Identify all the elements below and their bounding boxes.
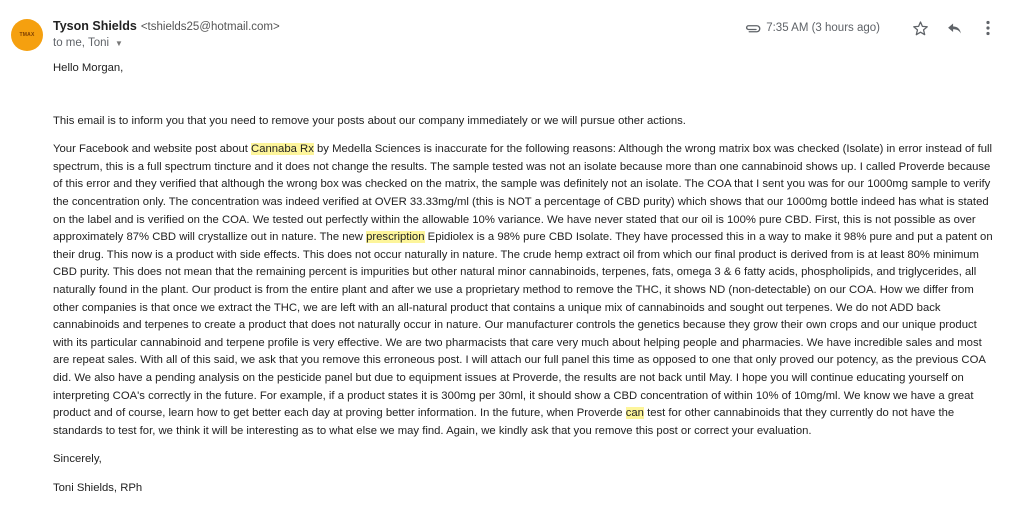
sender-info [53, 19, 280, 33]
signature-text: Toni Shields, RPh [53, 481, 143, 494]
highlighted-term: can [625, 407, 644, 420]
recipients-text: to me, Toni [53, 37, 110, 49]
paragraph-text: Epidiolex is a 98% pure CBD Isolate. They have processed this in a way to make it 98% pure and put a patent on their drug. This now is a product with side effects. This does not occur naturally in nature. The crude hemp extract oil from which our final product is derived from is at least 80% minimum CBD purity. This does not mean that the remaining percent is impurities but other natural minor cannabinoids, terpenes, fats, omega 3 & 6 fatty acids, phospholipids, and triglycerides, all naturally found in the plant. Our product is from the entire plant and after we use a proprietary method to remove the THC, it shows ND (non-detectable) on our COA. How we differ from other companies is that once we extract the THC, we are left with an all-natural product that contains a unique mix of cannabinoids and sought out terpenes. We do not ADD back cannabinoids and terpenes to create a product that does not naturally occur in nature. Our manufacturer controls the genetics because they grow their own crops and our unique product with its particular cannabinoid and terpene profile is very effective. We are two pharmacists that care very much about helping people and pharmacies. We have incredible sales and most are repeat sales. With all of this said, we ask that you remove this erroneous post. I will attach our full panel this time as opposed to one that only proved our potency, as the previous COA did. We also have a pending analysis on the pesticide panel but due to equipment issues at Proverde, the results are not back until May. I hope you will continue educating yourself on interpreting COA's correctly in the future. For example, if a product states it is 300mg per 30ml, it should show a CBD concentration of within 10% of 10mg/ml. We know we have a great product and of course, learn how to get better each day at proving better information. In the future, when Proverde [53, 231, 993, 420]
paragraph-text: test for other cannabinoids that they currently do not have the standards to test for, we think it will be interesting as to what else we may find. Again, we kindly ask that you remove this post or correct your evaluation. [53, 407, 955, 437]
recipients-line [53, 37, 123, 49]
star-icon[interactable] [910, 18, 930, 38]
paragraph-text: by Medella Sciences is inaccurate for the following reasons: Although the wrong matrix box was checked (Isolate) in error instead of full spectrum, this is a full spectrum tincture and it does not change the results. The sample tested was not an isolate because more than one cannabinoid shows up. I called Proverde because of this error and they verified that although the wrong box was checked on the matrix, the sample was definitely not an isolate. The COA that I sent you was for our 1000mg sample to verify the concentration only. The concentration was indeed verified at OVER 33.33mg/ml (this is NOT a percentage of CBD purity) which shows that our 1000mg bottle indeed has what is stated on the label and is verified on the COA. We tested out perfectly within the allowable 10% variance. We have never stated that our oil is 100% pure CBD. First, this is not possible as over approximately 87% CBD will crystallize out in nature. The new [53, 143, 993, 244]
greeting-text: Hello Morgan, [53, 62, 124, 74]
highlighted-term: prescription [366, 231, 425, 244]
paragraph-text: Your Facebook and website post about [53, 143, 252, 156]
sender-name[interactable]: Tyson Shields [53, 19, 137, 33]
message-body [53, 60, 998, 497]
reply-icon[interactable] [944, 18, 964, 38]
more-options-icon[interactable] [978, 18, 998, 38]
highlighted-term: Cannaba Rx [251, 143, 314, 156]
intro-paragraph: This email is to inform you that you need to remove your posts about our company immediately or we will pursue other actions. [53, 114, 686, 127]
closing-text: Sincerely, [53, 453, 102, 466]
main-paragraph [53, 141, 998, 440]
message-meta [744, 18, 998, 38]
sender-email: <tshields25@hotmail.com> [140, 21, 280, 33]
show-details-chevron-down-icon[interactable]: ▼ [115, 38, 123, 48]
attachment-icon [744, 21, 762, 35]
message-timestamp: 7:35 AM (3 hours ago) [766, 22, 880, 34]
sender-avatar: TMAX [11, 19, 43, 51]
